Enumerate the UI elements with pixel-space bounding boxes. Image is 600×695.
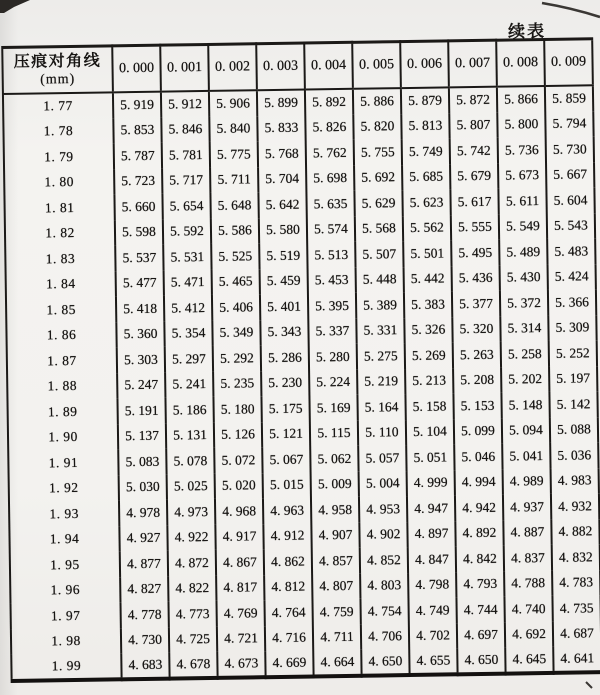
value-cell: 5. 813: [401, 113, 449, 139]
value-cell: 4. 978: [119, 500, 167, 526]
column-header: 0. 005: [352, 42, 401, 89]
row-axis-unit: (mm): [40, 71, 76, 88]
value-cell: 5. 269: [405, 342, 453, 368]
value-cell: 4. 735: [552, 595, 600, 621]
row-label: 1. 93: [49, 505, 80, 522]
value-cell: 5. 906: [209, 90, 257, 116]
value-cell: 5. 800: [497, 111, 545, 137]
value-cell: 5. 062: [310, 446, 358, 472]
value-cell: 5. 525: [211, 243, 259, 269]
value-cell: 5. 377: [452, 291, 500, 317]
value-cell: 4. 759: [312, 599, 360, 625]
value-cell: 5. 459: [260, 268, 308, 294]
value-cell: 5. 892: [305, 89, 353, 115]
value-cell: 4. 877: [120, 551, 168, 577]
hardness-value-table: [1, 37, 600, 682]
value-cell: 5. 258: [501, 341, 549, 367]
value-cell: 5. 768: [258, 141, 306, 167]
value-cell: 5. 175: [261, 395, 309, 421]
value-cell: 5. 574: [307, 216, 355, 242]
value-cell: 5. 046: [454, 444, 502, 470]
value-cell: 5. 121: [262, 421, 310, 447]
continued-table-label: 续表: [507, 21, 547, 42]
value-cell: 5. 424: [548, 264, 596, 290]
value-cell: 4. 832: [552, 544, 600, 570]
value-cell: 4. 678: [169, 652, 217, 678]
value-cell: 5. 859: [545, 85, 593, 111]
value-cell: 4. 721: [217, 626, 265, 652]
value-cell: 5. 164: [357, 394, 405, 420]
row-label: 1. 89: [47, 403, 78, 420]
value-cell: 4. 968: [215, 498, 263, 524]
value-cell: 5. 820: [353, 114, 401, 140]
value-cell: 5. 840: [209, 116, 257, 142]
value-cell: 5. 698: [306, 165, 354, 191]
value-cell: 5. 879: [401, 87, 449, 113]
value-cell: 4. 983: [551, 468, 599, 494]
value-cell: 5. 004: [359, 471, 407, 497]
value-cell: 4. 817: [216, 575, 264, 601]
value-cell: 5. 919: [113, 92, 161, 118]
value-cell: 5. 781: [162, 142, 210, 168]
row-label: 1. 79: [44, 148, 74, 165]
value-cell: 4. 803: [360, 573, 408, 599]
value-cell: 5. 292: [213, 345, 261, 371]
value-cell: 5. 030: [119, 474, 167, 500]
value-cell: 5. 349: [212, 320, 260, 346]
value-cell: 4. 973: [167, 499, 215, 525]
value-cell: 5. 354: [164, 320, 212, 346]
value-cell: 4. 744: [456, 597, 504, 623]
value-cell: 5. 654: [162, 193, 210, 219]
value-cell: 4. 958: [311, 497, 359, 523]
value-cell: 5. 723: [114, 168, 162, 194]
value-cell: 5. 787: [114, 143, 162, 169]
value-cell: 4. 645: [505, 647, 553, 673]
value-cell: 5. 442: [404, 266, 452, 292]
value-cell: 5. 846: [161, 116, 209, 142]
value-cell: 5. 568: [355, 216, 403, 242]
stray-mark-bottom-right: [586, 682, 592, 688]
value-cell: 5. 762: [306, 140, 354, 166]
value-cell: 4. 655: [409, 648, 457, 674]
value-cell: 4. 872: [168, 550, 216, 576]
value-cell: 5. 679: [450, 163, 498, 189]
value-cell: 4. 867: [216, 549, 264, 575]
page-curl-top-right: [542, 3, 600, 17]
value-cell: 5. 611: [498, 188, 546, 214]
value-cell: 5. 401: [260, 294, 308, 320]
value-cell: 5. 717: [162, 167, 210, 193]
value-cell: 5. 794: [545, 111, 593, 137]
row-label: 1. 84: [45, 276, 76, 292]
column-header: 0. 000: [112, 45, 161, 92]
value-cell: 5. 137: [118, 423, 166, 449]
value-cell: 5. 094: [502, 417, 550, 443]
value-cell: 5. 247: [117, 372, 165, 398]
value-cell: 5. 436: [452, 265, 500, 291]
value-cell: 4. 773: [168, 601, 216, 627]
row-label: 1. 94: [49, 531, 80, 547]
value-cell: 5. 110: [358, 420, 406, 446]
value-cell: 5. 131: [166, 422, 214, 448]
value-cell: 4. 749: [408, 597, 456, 623]
value-cell: 5. 886: [353, 88, 401, 114]
value-cell: 5. 604: [546, 187, 594, 213]
value-cell: 5. 418: [116, 296, 164, 322]
value-cell: 4. 827: [120, 576, 168, 602]
value-cell: 5. 088: [550, 417, 598, 443]
value-cell: 4. 716: [265, 625, 313, 651]
row-label: 1. 99: [51, 657, 82, 674]
value-cell: 5. 395: [308, 293, 356, 319]
value-cell: 4. 892: [455, 520, 503, 546]
value-cell: 5. 202: [501, 366, 549, 392]
value-cell: 5. 899: [257, 90, 305, 116]
column-header: 0. 002: [208, 44, 257, 91]
value-cell: 5. 158: [405, 393, 453, 419]
value-cell: 5. 629: [354, 190, 402, 216]
value-cell: 5. 912: [161, 91, 209, 117]
value-cell: 4. 778: [120, 602, 168, 628]
value-cell: 5. 186: [165, 397, 213, 423]
value-cell: 4. 887: [503, 519, 551, 545]
value-cell: 5. 343: [260, 319, 308, 345]
value-cell: 5. 197: [549, 366, 597, 392]
row-label: 1. 96: [50, 582, 81, 598]
value-cell: 5. 078: [166, 448, 214, 474]
value-cell: 5. 430: [500, 264, 548, 290]
value-cell: 4. 857: [312, 548, 360, 574]
value-cell: 5. 853: [113, 117, 161, 143]
value-cell: 5. 807: [449, 112, 497, 138]
row-label: 1. 91: [48, 454, 79, 471]
value-cell: 4. 852: [360, 547, 408, 573]
column-header: 0. 004: [304, 42, 353, 89]
row-label: 1. 80: [44, 174, 75, 190]
value-cell: 5. 667: [546, 162, 594, 188]
value-cell: 5. 191: [117, 398, 165, 424]
value-cell: 5. 660: [114, 194, 162, 220]
value-cell: 5. 598: [115, 219, 163, 245]
value-cell: 5. 015: [263, 472, 311, 498]
value-cell: 5. 083: [118, 449, 166, 475]
value-cell: 5. 513: [307, 242, 355, 268]
row-axis-header: [2, 46, 113, 94]
value-cell: 5. 389: [356, 292, 404, 318]
value-cell: 5. 230: [261, 370, 309, 396]
value-cell: 5. 020: [215, 473, 263, 499]
value-cell: 5. 331: [356, 318, 404, 344]
value-cell: 5. 153: [453, 393, 501, 419]
value-cell: 5. 180: [213, 396, 261, 422]
value-cell: 4. 754: [360, 598, 408, 624]
value-cell: 5. 104: [406, 419, 454, 445]
value-cell: 4. 882: [551, 519, 599, 545]
value-cell: 5. 531: [163, 244, 211, 270]
value-cell: 5. 736: [498, 137, 546, 163]
value-cell: 4. 769: [216, 600, 264, 626]
value-cell: 4. 812: [264, 574, 312, 600]
value-cell: 4. 932: [551, 493, 599, 519]
value-cell: 4. 847: [408, 546, 456, 572]
column-header: 0. 009: [544, 39, 593, 86]
row-axis-title: 压痕对角线: [13, 52, 102, 71]
value-cell: 5. 537: [115, 245, 163, 271]
value-cell: 5. 673: [498, 162, 546, 188]
value-cell: 5. 372: [500, 290, 548, 316]
value-cell: 5. 477: [116, 270, 164, 296]
value-cell: 4. 702: [409, 623, 457, 649]
value-cell: 5. 275: [357, 343, 405, 369]
row-label: 1. 82: [45, 225, 75, 241]
value-cell: 5. 833: [257, 115, 305, 141]
value-cell: 5. 775: [210, 141, 258, 167]
value-cell: 5. 025: [167, 473, 215, 499]
value-cell: 5. 224: [309, 369, 357, 395]
value-cell: 5. 648: [210, 192, 258, 218]
value-cell: 5. 692: [354, 165, 402, 191]
column-header: 0. 007: [448, 40, 497, 87]
value-cell: 5. 501: [403, 240, 451, 266]
value-cell: 5. 635: [306, 191, 354, 217]
value-cell: 4. 963: [263, 497, 311, 523]
value-cell: 5. 208: [453, 367, 501, 393]
column-header: 0. 003: [256, 43, 305, 90]
value-cell: 5. 309: [548, 315, 596, 341]
corner-mark-top-left: [0, 0, 30, 13]
value-cell: 4. 902: [359, 522, 407, 548]
value-cell: 5. 320: [452, 316, 500, 342]
value-cell: 5. 412: [164, 295, 212, 321]
value-cell: 4. 673: [217, 651, 265, 677]
value-cell: 4. 740: [504, 596, 552, 622]
column-header: 0. 006: [400, 41, 449, 88]
value-cell: 4. 650: [457, 648, 505, 674]
value-cell: 5. 360: [116, 321, 164, 347]
value-cell: 4. 664: [313, 650, 361, 676]
value-cell: 5. 623: [402, 189, 450, 215]
value-cell: 5. 866: [497, 86, 545, 112]
row-label: 1. 88: [47, 378, 78, 394]
value-cell: 4. 783: [552, 570, 600, 596]
value-cell: 4. 669: [265, 650, 313, 676]
value-cell: 5. 549: [499, 213, 547, 239]
value-cell: 4. 907: [311, 522, 359, 548]
value-cell: 4. 764: [264, 599, 312, 625]
value-cell: 4. 989: [503, 468, 551, 494]
value-cell: 5. 749: [402, 138, 450, 164]
value-cell: 5. 326: [404, 317, 452, 343]
value-cell: 4. 822: [168, 575, 216, 601]
value-cell: 4. 697: [457, 622, 505, 648]
value-cell: 5. 448: [356, 267, 404, 293]
value-cell: 5. 303: [117, 347, 165, 373]
value-cell: 4. 683: [121, 653, 169, 679]
value-cell: 5. 383: [404, 291, 452, 317]
value-cell: 4. 922: [167, 524, 215, 550]
value-cell: 4. 641: [553, 646, 600, 672]
value-cell: 5. 366: [548, 289, 596, 315]
value-cell: 5. 711: [210, 167, 258, 193]
row-label: 1. 86: [46, 327, 77, 343]
value-cell: 4. 862: [264, 548, 312, 574]
value-cell: 4. 730: [121, 627, 169, 653]
row-label: 1. 97: [50, 607, 81, 624]
value-cell: 5. 169: [309, 395, 357, 421]
value-cell: 5. 314: [500, 315, 548, 341]
value-cell: 5. 041: [502, 443, 550, 469]
value-cell: 5. 219: [357, 369, 405, 395]
value-cell: 5. 280: [309, 344, 357, 370]
value-cell: 5. 126: [214, 422, 262, 448]
value-cell: 5. 099: [454, 418, 502, 444]
value-cell: 5. 465: [212, 269, 260, 295]
value-cell: 5. 406: [212, 294, 260, 320]
value-cell: 5. 263: [453, 342, 501, 368]
value-cell: 5. 115: [310, 420, 358, 446]
value-cell: 5. 213: [405, 368, 453, 394]
value-cell: 4. 897: [407, 521, 455, 547]
value-cell: 4. 650: [361, 649, 409, 675]
value-cell: 5. 685: [402, 164, 450, 190]
value-cell: 5. 592: [163, 218, 211, 244]
value-cell: 5. 252: [549, 340, 597, 366]
value-cell: 5. 755: [354, 139, 402, 165]
value-cell: 5. 337: [308, 318, 356, 344]
row-label: 1. 83: [45, 250, 76, 267]
row-label: 1. 87: [47, 352, 77, 369]
value-cell: 5. 555: [451, 214, 499, 240]
column-header: 0. 008: [496, 39, 545, 86]
value-cell: 4. 692: [505, 621, 553, 647]
row-label: 1. 85: [46, 301, 76, 318]
value-cell: 4. 807: [312, 573, 360, 599]
value-cell: 5. 286: [261, 344, 309, 370]
value-cell: 4. 711: [313, 624, 361, 650]
value-cell: 5. 617: [450, 189, 498, 215]
value-cell: 5. 543: [547, 213, 595, 239]
row-label: 1. 95: [50, 556, 80, 573]
value-cell: 5. 580: [259, 217, 307, 243]
value-cell: 5. 072: [214, 447, 262, 473]
value-cell: 5. 586: [211, 218, 259, 244]
row-label: 1. 90: [48, 429, 78, 445]
value-cell: 5. 562: [403, 215, 451, 241]
value-cell: 5. 036: [550, 442, 598, 468]
value-cell: 4. 947: [407, 495, 455, 521]
value-cell: 4. 837: [504, 545, 552, 571]
value-cell: 5. 519: [259, 243, 307, 269]
value-cell: 5. 872: [449, 87, 497, 113]
value-cell: 5. 483: [547, 238, 595, 264]
value-cell: 5. 704: [258, 166, 306, 192]
value-cell: 5. 297: [165, 346, 213, 372]
value-cell: 4. 953: [359, 496, 407, 522]
row-label: 1. 92: [48, 480, 79, 496]
value-cell: 5. 057: [358, 445, 406, 471]
value-cell: 5. 495: [451, 240, 499, 266]
value-cell: 4. 842: [456, 546, 504, 572]
value-cell: 5. 489: [499, 239, 547, 265]
row-label: 1. 77: [43, 98, 73, 114]
value-cell: 5. 453: [308, 267, 356, 293]
value-cell: 4. 706: [361, 624, 409, 650]
value-cell: 4. 793: [456, 571, 504, 597]
value-cell: 5. 742: [450, 138, 498, 164]
row-label: 1. 78: [43, 123, 74, 139]
value-cell: 4. 927: [119, 525, 167, 551]
value-cell: 5. 148: [501, 392, 549, 418]
value-cell: 5. 241: [165, 371, 213, 397]
value-cell: 4. 798: [408, 572, 456, 598]
value-cell: 5. 142: [549, 391, 597, 417]
value-cell: 4. 917: [215, 524, 263, 550]
value-cell: 4. 687: [553, 621, 600, 647]
value-cell: 5. 642: [258, 192, 306, 218]
value-cell: 5. 009: [311, 471, 359, 497]
value-cell: 4. 994: [455, 469, 503, 495]
value-cell: 5. 507: [355, 241, 403, 267]
value-cell: 5. 235: [213, 371, 261, 397]
row-label: 1. 81: [44, 199, 75, 216]
value-cell: 5. 051: [406, 444, 454, 470]
value-cell: 4. 999: [407, 470, 455, 496]
value-cell: 5. 471: [164, 269, 212, 295]
value-cell: 4. 788: [504, 570, 552, 596]
value-cell: 5. 826: [305, 114, 353, 140]
row-label: 1. 98: [51, 633, 81, 649]
value-cell: 4. 942: [455, 495, 503, 521]
value-cell: 5. 067: [262, 446, 310, 472]
column-header: 0. 001: [160, 44, 209, 91]
value-cell: 4. 937: [503, 494, 551, 520]
value-cell: 4. 725: [169, 626, 217, 652]
value-cell: 5. 730: [546, 136, 594, 162]
value-cell: 4. 912: [263, 523, 311, 549]
